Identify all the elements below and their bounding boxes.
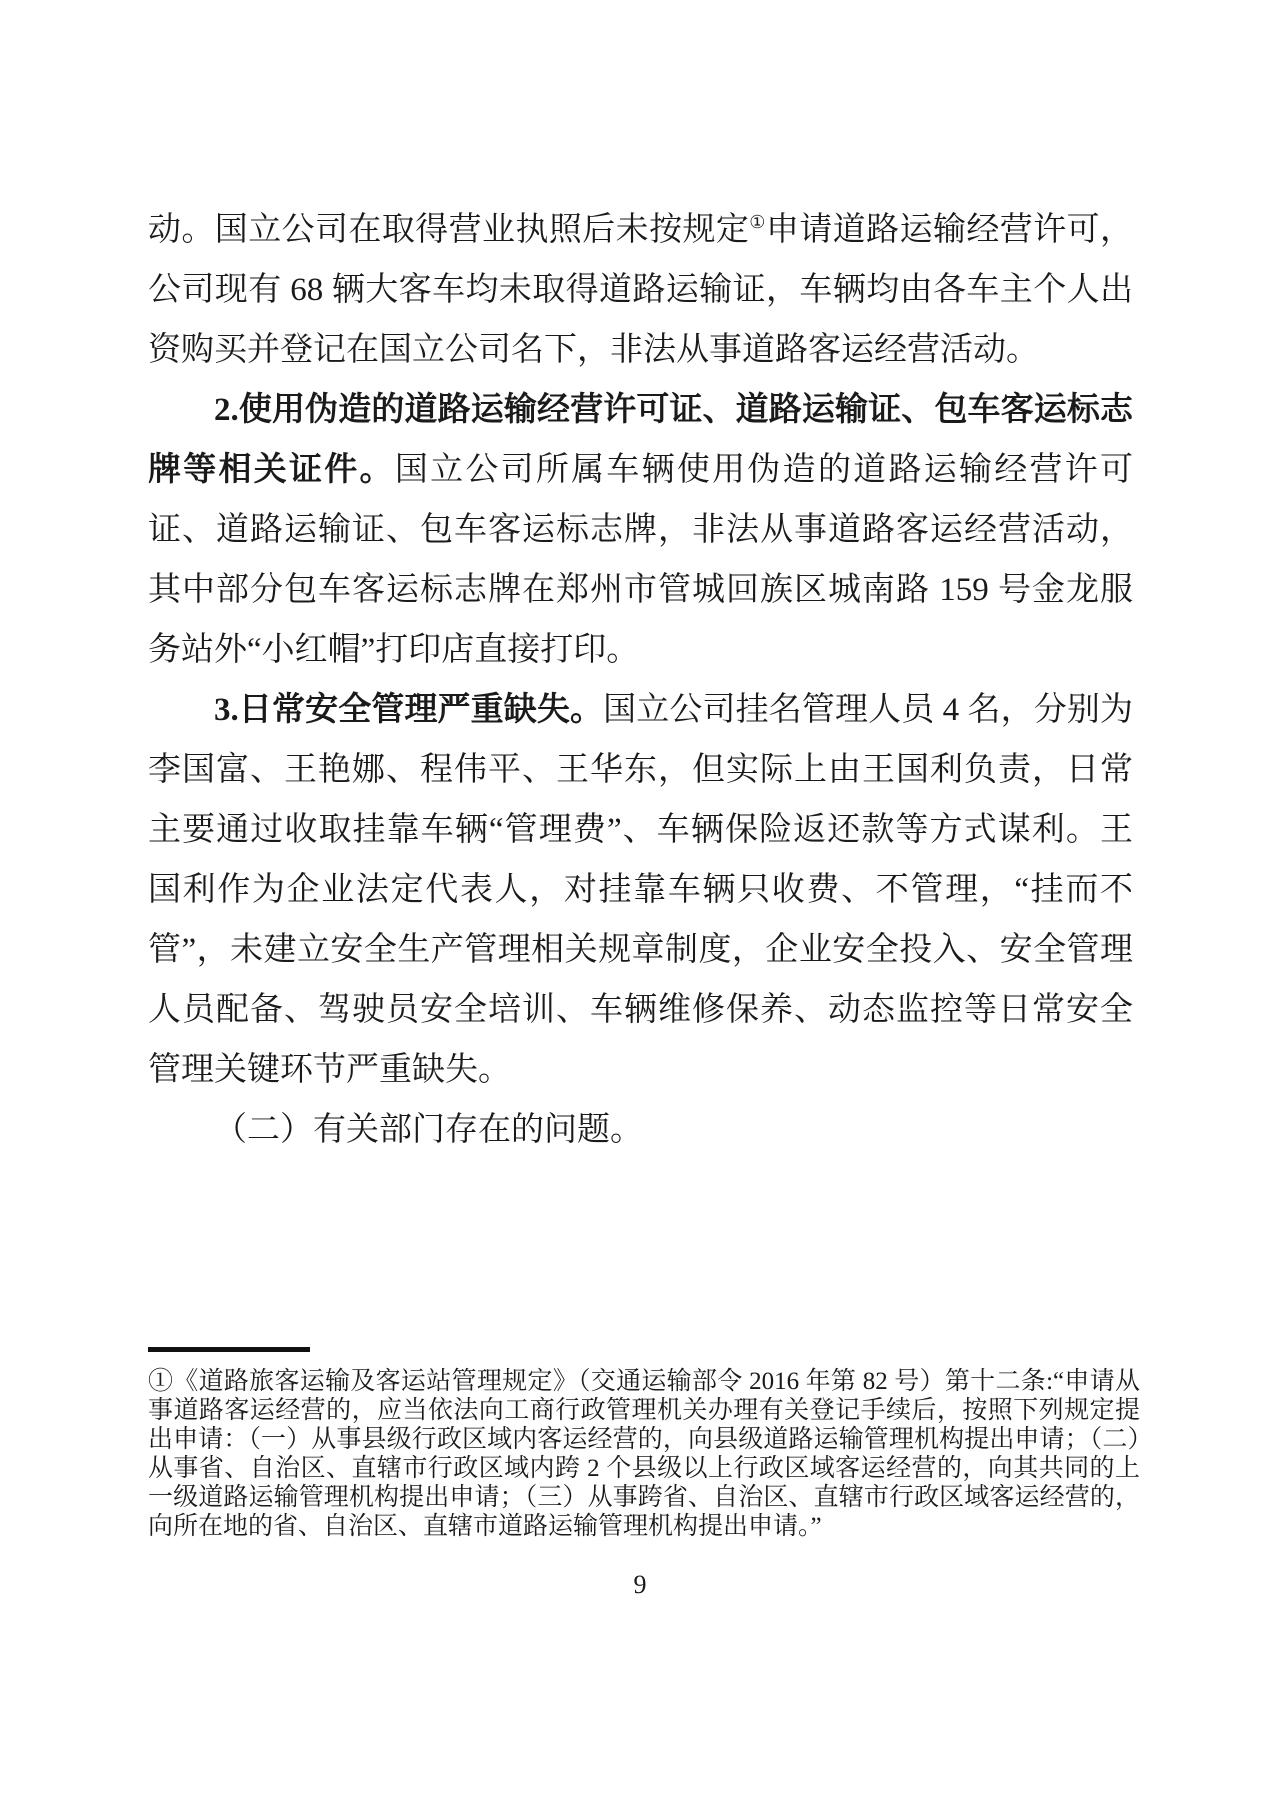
para2-heading: 2.使用伪造的道路运输经营许可证、道路运输证、包车客运标志牌等相关证件。 bbox=[148, 392, 1133, 488]
footnote-separator bbox=[148, 1347, 310, 1352]
para3-text: 国立公司挂名管理人员 4 名，分别为李国富、王艳娜、程伟平、王华东，但实际上由王国利负责，日常主要通过收取挂靠车辆“管理费”、车辆保险返还款等方式谋利。王国利作为企业法定代表人，对挂靠车辆只收费、不管理，“挂而不管”，未建立安全生产管理相关规章制度，企业安全投入、安全管理人员配备、驾驶员安全培训、车辆维修保养、动态监控等日常安全管理关键环节严重缺失。 bbox=[148, 692, 1134, 1088]
paragraph-item-2 bbox=[148, 380, 1133, 680]
page-number: 9 bbox=[633, 1570, 647, 1599]
paragraph-continuation bbox=[148, 200, 1133, 380]
para1-text-post: 申请道路运输经营许可，公司现有 68 辆大客车均未取得道路运输证，车辆均由各车主个人出资购买并登记在国立公司名下，非法从事道路客运经营活动。 bbox=[148, 212, 1134, 368]
document-body bbox=[148, 200, 1133, 1160]
para2-text: 国立公司所属车辆使用伪造的道路运输经营许可证、道路运输证、包车客运标志牌，非法从事道路客运经营活动，其中部分包车客运标志牌在郑州市管城回族区城南路 159 号金龙服务站外“小红帽”打印店直接打印。 bbox=[148, 452, 1134, 668]
paragraph-item-3 bbox=[148, 680, 1133, 1100]
footnote-text: 《道路旅客运输及客运站管理规定》（交通运输部令 2016 年第 82 号）第十二条:“申请从事道路客运经营的，应当依法向工商行政管理机关办理有关登记手续后，按照下列规定提出申请：（一）从事县级行政区域内客运经营的，向县级道路运输管理机构提出申请；（二）从事省、自治区、直辖市行政区域内跨 2 个县级以上行政区域客运经营的，向其共同的上一级道路运输管理机构提出申请；（三）从事跨省、自治区、直辖市行政区域客运经营的，向所在地的省、自治区、直辖市道路运输管理机构提出申请。” bbox=[148, 1368, 1140, 1540]
footnote bbox=[148, 1367, 1140, 1541]
footnote-marker-icon: ① bbox=[148, 1368, 174, 1395]
paragraph-section-heading bbox=[148, 1100, 1133, 1160]
para1-text-pre: 动。国立公司在取得营业执照后未按规定 bbox=[148, 212, 750, 248]
para3-heading: 3.日常安全管理严重缺失。 bbox=[214, 692, 604, 728]
footnote-reference-icon: ① bbox=[749, 212, 766, 232]
section-heading-text: （二）有关部门存在的问题。 bbox=[214, 1112, 643, 1148]
